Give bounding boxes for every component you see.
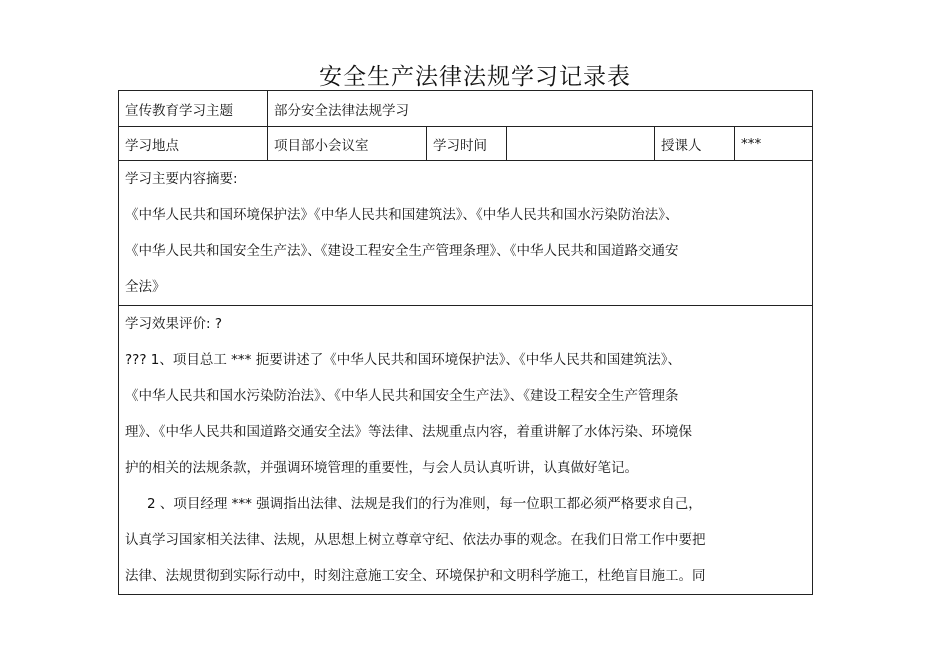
evaluation-line: ??? 1、项目总工 *** 扼要讲述了《中华人民共和国环境保护法》、《中华人民共和国建筑法》、 [125, 352, 681, 368]
lecturer-label: 授课人 [655, 127, 735, 161]
summary-line: 《中华人民共和国安全生产法》、《建设工程安全生产管理条理》、《中华人民共和国道路交通安 [125, 243, 679, 259]
document-title: 安全生产法律法规学习记录表 [319, 64, 631, 90]
topic-label: 宣传教育学习主题 [119, 91, 268, 127]
summary-line: 《中华人民共和国环境保护法》《中华人民共和国建筑法》、《中华人民共和国水污染防治法》、 [125, 207, 679, 223]
summary-row [119, 161, 813, 306]
location-label: 学习地点 [119, 127, 268, 161]
evaluation-line: 2 、项目经理 *** 强调指出法律、法规是我们的行为准则，每一位职工都必须严格要求自己， [147, 496, 702, 512]
evaluation-cell [119, 306, 813, 595]
time-value [507, 127, 655, 161]
info-row [119, 127, 813, 161]
evaluation-line: 《中华人民共和国水污染防治法》、《中华人民共和国安全生产法》、《建设工程安全生产管理条 [125, 388, 679, 404]
location-value: 项目部小会议室 [268, 127, 427, 161]
summary-cell [119, 161, 813, 306]
record-table [118, 90, 813, 595]
summary-heading: 学习主要内容摘要: [125, 171, 238, 187]
evaluation-heading: 学习效果评价: ? [125, 316, 223, 332]
time-label: 学习时间 [427, 127, 507, 161]
topic-value: 部分安全法律法规学习 [268, 91, 813, 127]
evaluation-line: 护的相关的法规条款，并强调环境管理的重要性，与会人员认真听讲，认真做好笔记。 [125, 460, 638, 476]
lecturer-value: *** [735, 127, 813, 161]
evaluation-line: 理》、《中华人民共和国道路交通安全法》等法律、法规重点内容，着重讲解了水体污染、环境保 [125, 424, 692, 440]
evaluation-row [119, 306, 813, 595]
topic-row [119, 91, 813, 127]
evaluation-line: 法律、法规贯彻到实际行动中，时刻注意施工安全、环境保护和文明科学施工，杜绝盲目施工。同 [125, 568, 706, 584]
evaluation-line: 认真学习国家相关法律、法规，从思想上树立尊章守纪、依法办事的观念。在我们日常工作中要把 [125, 532, 706, 548]
summary-line: 全法》 [125, 279, 166, 295]
